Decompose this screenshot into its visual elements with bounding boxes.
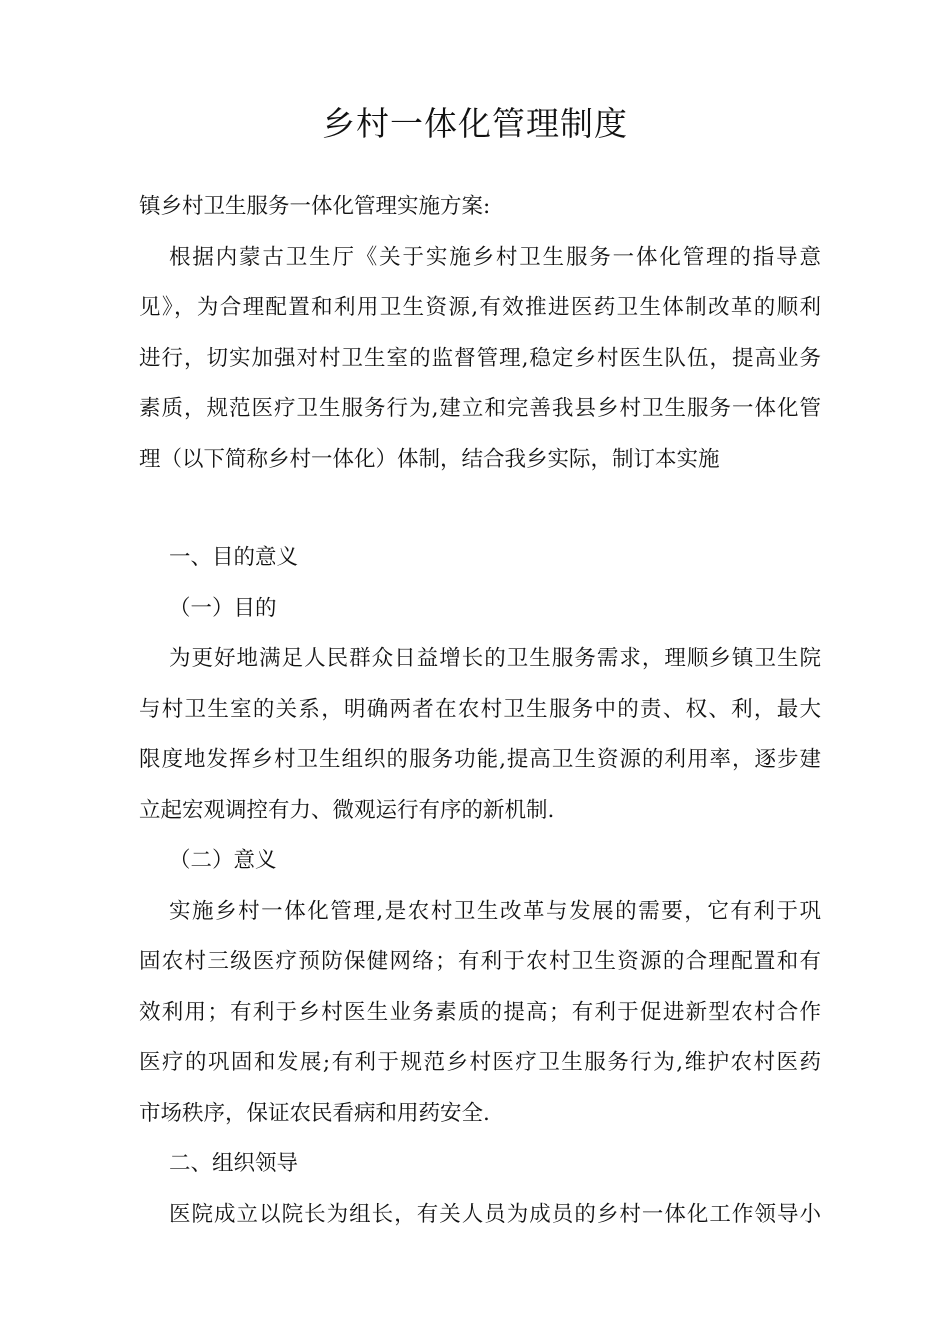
document-subtitle: 镇乡村卫生服务一体化管理实施方案: <box>139 194 491 219</box>
document-title: 乡村一体化管理制度 <box>322 104 628 143</box>
subsection-heading-purpose: （一）目的 <box>169 595 277 621</box>
intro-line-4: 素质，规范医疗卫生服务行为,建立和完善我县乡村卫生服务一体化管 <box>139 396 821 421</box>
intro-line-1: 根据内蒙古卫生厅《关于实施乡村卫生服务一体化管理的指导意 <box>169 244 821 270</box>
document-body <box>139 182 821 1240</box>
intro-line-2: 见》，为合理配置和利用卫生资源,有效推进医药卫生体制改革的顺利 <box>139 295 821 320</box>
section-heading-organization: 二、组织领导 <box>169 1151 299 1176</box>
organization-line-1: 医院成立以院长为组长，有关人员为成员的乡村一体化工作领导小 <box>169 1201 821 1227</box>
purpose-line-3: 限度地发挥乡村卫生组织的服务功能,提高卫生资源的利用率，逐步建 <box>139 747 821 772</box>
significance-line-5: 市场秩序，保证农民看病和用药安全. <box>139 1100 490 1126</box>
section-heading-purpose-significance: 一、目的意义 <box>169 545 299 570</box>
significance-line-2: 固农村三级医疗预防保健网络；有利于农村卫生资源的合理配置和有 <box>139 949 821 974</box>
intro-line-3: 进行，切实加强对村卫生室的监督管理,稳定乡村医生队伍，提高业务 <box>139 345 821 371</box>
purpose-line-4: 立起宏观调控有力、微观运行有序的新机制. <box>139 797 555 823</box>
purpose-line-1: 为更好地满足人民群众日益增长的卫生服务需求，理顺乡镇卫生院 <box>169 646 821 671</box>
subsection-heading-significance: （二）意义 <box>169 848 277 873</box>
significance-line-4: 医疗的巩固和发展;有利于规范乡村医疗卫生服务行为,维护农村医药 <box>139 1050 821 1075</box>
purpose-line-2: 与村卫生室的关系，明确两者在农村卫生服务中的责、权、利，最大 <box>139 696 821 722</box>
blank-line <box>139 485 821 533</box>
significance-line-3: 效利用；有利于乡村医生业务素质的提高；有利于促进新型农村合作 <box>139 999 821 1025</box>
intro-line-5: 理（以下简称乡村一体化）体制，结合我乡实际，制订本实施 <box>139 446 720 472</box>
significance-line-1: 实施乡村一体化管理,是农村卫生改革与发展的需要，它有利于巩 <box>169 898 821 924</box>
